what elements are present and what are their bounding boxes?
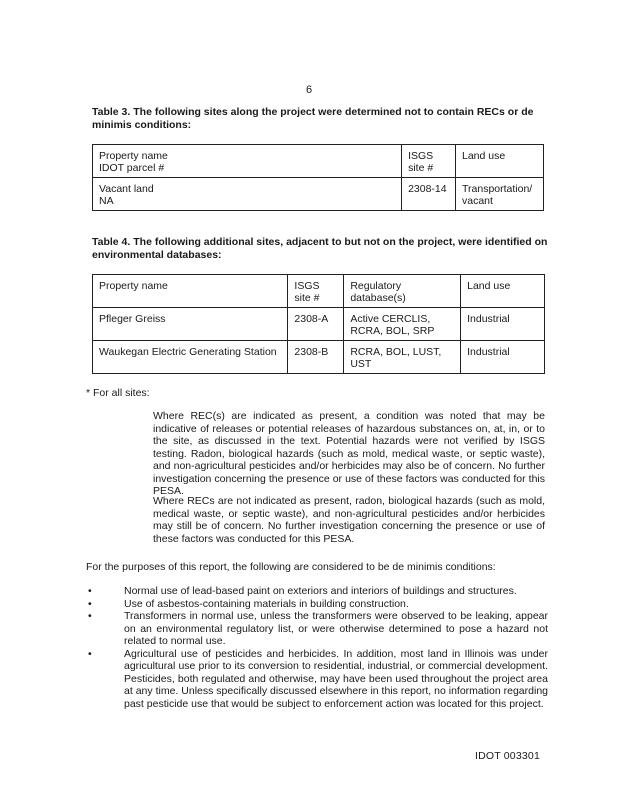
bullet-glyph: • [88, 585, 92, 597]
table-cell [344, 341, 461, 374]
list-item [88, 610, 548, 648]
cell-text: Regulatory database(s) [350, 280, 406, 304]
table-cell [402, 178, 456, 211]
bullet-glyph: • [88, 610, 92, 622]
table-header-row [93, 275, 545, 308]
table-header-cell [461, 275, 545, 308]
table-cell [93, 178, 402, 211]
table-header-cell [456, 145, 544, 178]
list-item-text: Normal use of lead-based paint on exteriors and interiors of buildings and structures. [124, 585, 517, 597]
cell-text: Active CERCLIS, RCRA, BOL, SRP [350, 313, 435, 337]
list-item-text: Agricultural use of pesticides and herbicides. In addition, most land in Illinois was under agricultural use prior to its conversion to residential, industrial, or commercial development. Pesticides, both regulated and otherwise, may have been used throughout the project area at any time. Unless specifically discussed elsewhere in this report, no information regarding past pesticide use that would be subject to enforcement action was located for this project. [124, 647, 548, 710]
cell-text: Pfleger Greiss [99, 313, 166, 325]
bullet-glyph: • [88, 597, 92, 610]
table-header-cell [402, 145, 456, 178]
de-minimis-intro: For the purposes of this report, the following are considered to be de minimis conditions: [86, 561, 496, 573]
table-header-cell [93, 275, 288, 308]
table-row [93, 341, 545, 374]
cell-text: ISGS site # [294, 280, 320, 304]
table-cell [344, 308, 461, 341]
table-cell [456, 178, 544, 211]
cell-text: Land use [462, 150, 506, 162]
table4 [92, 274, 545, 374]
bates-number: IDOT 003301 [474, 750, 540, 762]
cell-text: 2308-A [294, 313, 329, 325]
cell-text: Waukegan Electric Generating Station [99, 346, 277, 358]
table-header-cell [288, 275, 344, 308]
paragraph-rec-absent: Where RECs are not indicated as present, radon, biological hazards (such as mold, medical waste, or septic waste), and non-agricultural pesticides and/or herbicides may still be of concern. No further investigation concerning the presence or use of these factors was conducted for this PESA. [153, 495, 545, 545]
list-item-text: Transformers in normal use, unless the transformers were observed to be leaking, appear on an environmental regulatory list, or were otherwise determined to pose a hazard not related to normal use. [124, 610, 548, 647]
table-row [93, 178, 544, 211]
list-item-text: Use of asbestos-containing materials in building construction. [124, 597, 409, 610]
table3 [92, 144, 544, 211]
table-header-cell [93, 145, 402, 178]
cell-text: RCRA, BOL, LUST, UST [350, 346, 442, 370]
cell-text: 2308-14 [408, 183, 447, 195]
table3-caption: Table 3. The following sites along the project were determined not to contain RECs or de minimis conditions: [92, 106, 534, 131]
bullet-glyph: • [88, 647, 92, 660]
list-item [88, 598, 548, 611]
list-item [88, 585, 548, 598]
table4-caption: Table 4. The following additional sites, adjacent to but not on the project, were identified on environmental databases: [92, 236, 548, 261]
list-item [88, 648, 548, 711]
table-row [93, 308, 545, 341]
cell-text: ISGS site # [408, 150, 434, 174]
footnote-all-sites: * For all sites: [86, 387, 150, 399]
table-cell [288, 308, 344, 341]
table-header-cell [344, 275, 461, 308]
table-cell [461, 308, 545, 341]
cell-text: Property name [99, 280, 168, 292]
paragraph-rec-present: Where REC(s) are indicated as present, a condition was noted that may be indicative of releases or potential releases of hazardous substances on, at, in, or to the site, as discussed in the text. Potential hazards were not verified by ISGS testing. Radon, biological hazards (such as mold, medical waste, or septic waste), and non-agricultural pesticides and/or herbicides may also be of concern. No further investigation concerning the presence or use of these factors was conducted for this PESA. [153, 410, 545, 497]
table-cell [93, 341, 288, 374]
cell-text: Vacant land NA [99, 183, 154, 207]
de-minimis-list [88, 585, 548, 710]
cell-text: Land use [467, 280, 511, 292]
cell-text: Industrial [467, 346, 510, 358]
cell-text: Industrial [467, 313, 510, 325]
cell-text: Transportation/ vacant [462, 183, 533, 207]
cell-text: 2308-B [294, 346, 329, 358]
table-cell [288, 341, 344, 374]
table-cell [461, 341, 545, 374]
cell-text: Property name IDOT parcel # [99, 150, 168, 174]
table-cell [93, 308, 288, 341]
page-number: 6 [305, 84, 313, 96]
table-header-row [93, 145, 544, 178]
